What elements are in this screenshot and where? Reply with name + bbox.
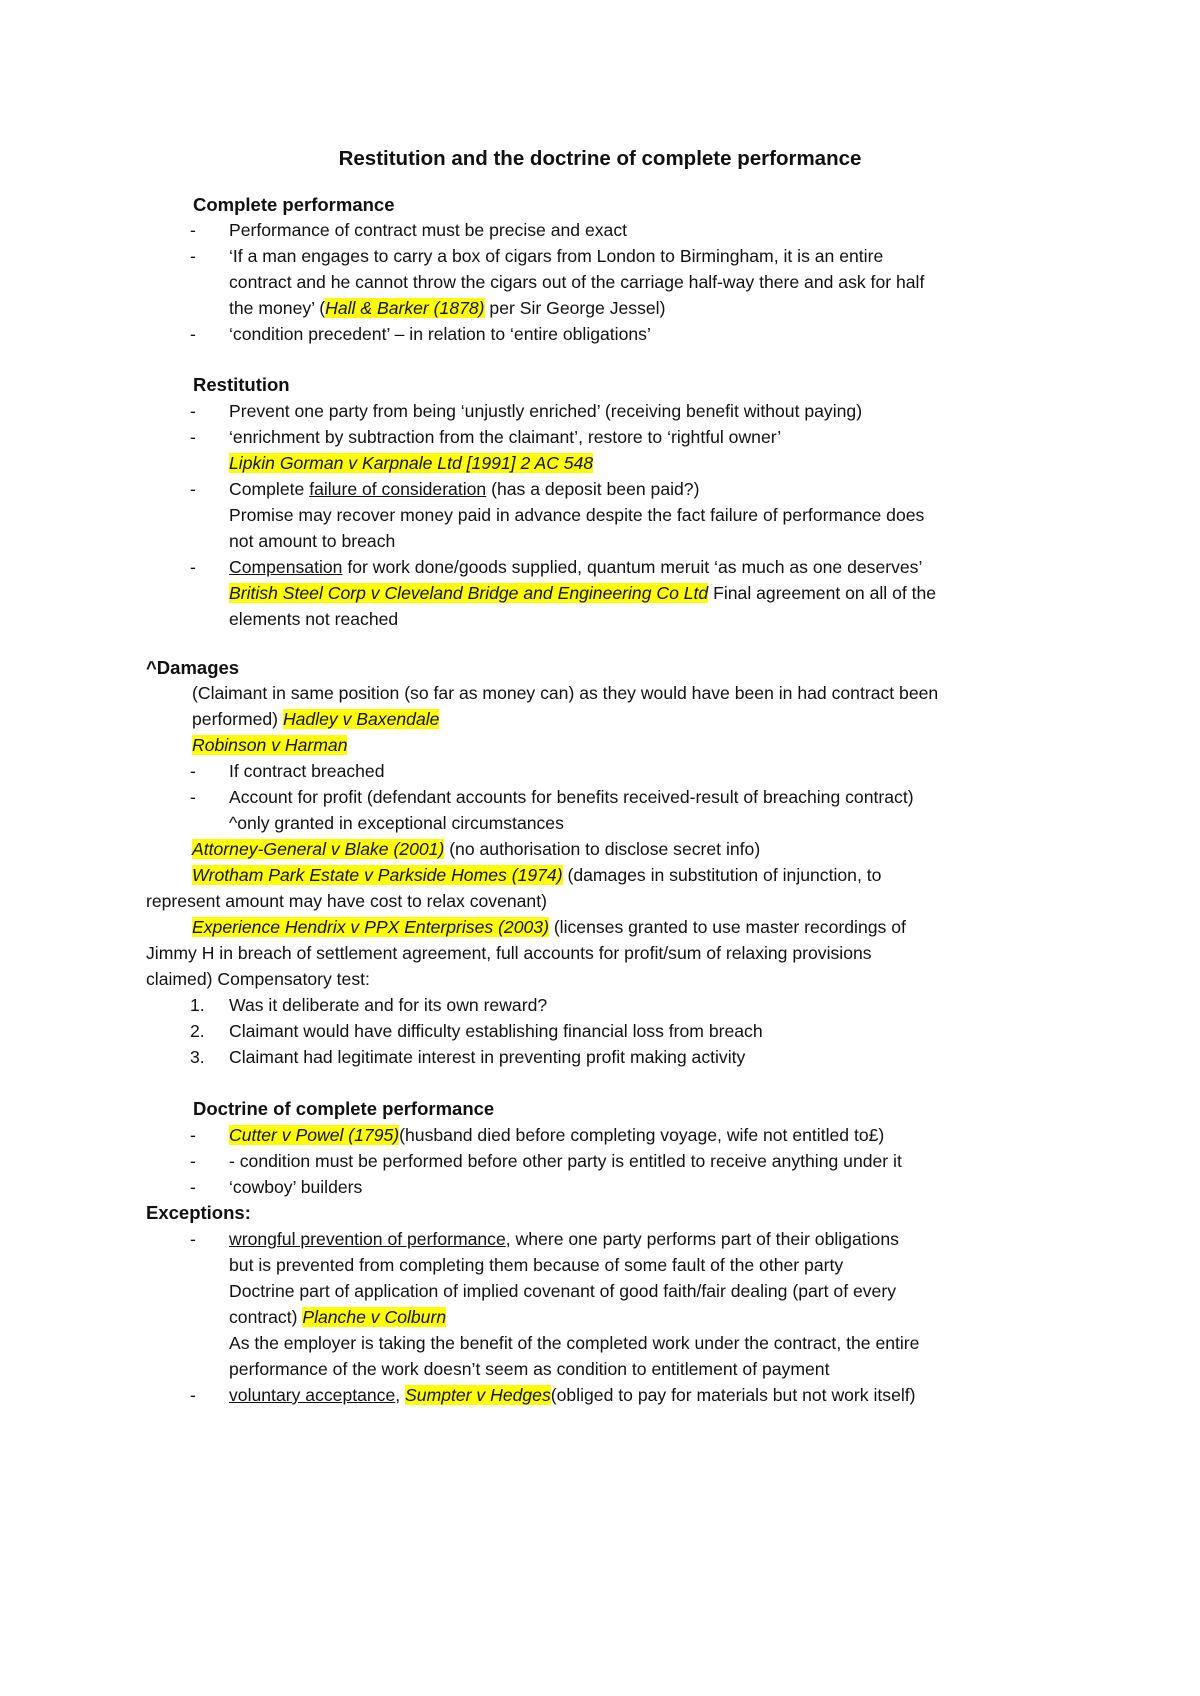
list-item <box>229 1226 899 1252</box>
paragraph-line <box>192 914 906 940</box>
bullet-dash: - <box>190 1177 196 1197</box>
text-run: (obliged to pay for materials but not work itself) <box>550 1385 916 1405</box>
bullet-dash: - <box>190 1229 196 1249</box>
section-heading-complete-performance: Complete performance <box>193 194 395 215</box>
text-run: , <box>395 1385 406 1405</box>
list-item-continuation: not amount to breach <box>229 531 396 551</box>
text-run: performed) <box>192 709 283 729</box>
list-item <box>229 554 922 580</box>
underlined-term: Compensation <box>229 557 343 577</box>
list-item-continuation <box>229 1304 446 1330</box>
text-run: (has a deposit been paid?) <box>486 479 700 499</box>
underlined-term: wrongful prevention of performance <box>229 1229 506 1249</box>
list-item: Performance of contract must be precise and exact <box>229 220 628 240</box>
underlined-term: failure of consideration <box>309 479 487 499</box>
list-item <box>229 1382 916 1408</box>
numbered-item: Claimant would have difficulty establishing financial loss from breach <box>229 1021 763 1041</box>
case-citation: Attorney-General v Blake (2001) <box>192 839 445 859</box>
list-item-continuation: contract and he cannot throw the cigars out of the carriage half-way there and ask for half <box>229 272 925 292</box>
list-item-continuation: Promise may recover money paid in advance despite the fact failure of performance does <box>229 505 925 525</box>
numbered-item: Claimant had legitimate interest in preventing profit making activity <box>229 1047 746 1067</box>
list-item-continuation <box>229 450 593 476</box>
case-citation: Experience Hendrix v PPX Enterprises (2003) <box>192 917 549 937</box>
list-item-continuation: elements not reached <box>229 609 399 629</box>
list-item-continuation: As the employer is taking the benefit of the completed work under the contract, the entire <box>229 1333 920 1353</box>
list-item: ‘enrichment by subtraction from the claimant’, restore to ‘rightful owner’ <box>229 427 782 447</box>
list-item: - condition must be performed before other party is entitled to receive anything under it <box>229 1151 902 1171</box>
list-item: ‘condition precedent’ – in relation to ‘entire obligations’ <box>229 324 651 344</box>
bullet-dash: - <box>190 401 196 421</box>
list-item-continuation: performance of the work doesn’t seem as condition to entitlement of payment <box>229 1359 830 1379</box>
list-number: 1. <box>190 995 205 1015</box>
bullet-dash: - <box>190 220 196 240</box>
bullet-dash: - <box>190 246 196 266</box>
list-item: Account for profit (defendant accounts for benefits received-result of breaching contract) <box>229 787 914 807</box>
section-heading-damages: ^Damages <box>146 657 240 678</box>
text-run: the money’ ( <box>229 298 326 318</box>
case-citation: Cutter v Powel (1795) <box>229 1125 400 1145</box>
bullet-dash: - <box>190 787 196 807</box>
text-run: Final agreement on all of the <box>708 583 937 603</box>
list-item: Prevent one party from being ‘unjustly enriched’ (receiving benefit without paying) <box>229 401 863 421</box>
bullet-dash: - <box>190 761 196 781</box>
list-item-continuation: ^only granted in exceptional circumstances <box>229 813 564 833</box>
text-run: (husband died before completing voyage, wife not entitled to£) <box>399 1125 885 1145</box>
text-run: (damages in substitution of injunction, to <box>562 865 882 885</box>
bullet-dash: - <box>190 324 196 344</box>
case-citation: British Steel Corp v Cleveland Bridge and Engineering Co Ltd <box>229 583 709 603</box>
list-item <box>229 1122 884 1148</box>
paragraph-line: (Claimant in same position (so far as money can) as they would have been in had contract been <box>192 683 939 703</box>
text-run: (no authorisation to disclose secret info) <box>444 839 761 859</box>
list-item-continuation: but is prevented from completing them because of some fault of the other party <box>229 1255 844 1275</box>
list-item-continuation: Doctrine part of application of implied covenant of good faith/fair dealing (part of every <box>229 1281 896 1301</box>
bullet-dash: - <box>190 557 196 577</box>
paragraph-line <box>192 836 760 862</box>
bullet-dash: - <box>190 1125 196 1145</box>
text-run: Complete <box>229 479 310 499</box>
bullet-dash: - <box>190 1385 196 1405</box>
list-number: 3. <box>190 1047 205 1067</box>
section-heading-restitution: Restitution <box>193 374 290 395</box>
case-citation: Lipkin Gorman v Karpnale Ltd [1991] 2 AC 548 <box>229 453 594 473</box>
list-number: 2. <box>190 1021 205 1041</box>
list-item <box>229 476 699 502</box>
list-item-continuation <box>229 295 665 321</box>
text-run: , where one party performs part of their obligations <box>505 1229 899 1249</box>
page-title: Restitution and the doctrine of complete performance <box>338 147 862 170</box>
case-citation: Planche v Colburn <box>302 1307 447 1327</box>
numbered-item: Was it deliberate and for its own reward? <box>229 995 548 1015</box>
section-heading-doctrine: Doctrine of complete performance <box>193 1098 495 1119</box>
text-run: contract) <box>229 1307 303 1327</box>
list-item: If contract breached <box>229 761 385 781</box>
paragraph-line: claimed) Compensatory test: <box>146 969 370 989</box>
list-item-continuation <box>229 580 936 606</box>
bullet-dash: - <box>190 427 196 447</box>
case-citation: Hadley v Baxendale <box>282 709 440 729</box>
bullet-dash: - <box>190 479 196 499</box>
paragraph-line: represent amount may have cost to relax covenant) <box>146 891 547 911</box>
case-citation: Wrotham Park Estate v Parkside Homes (1974) <box>192 865 563 885</box>
paragraph-line: Jimmy H in breach of settlement agreement, full accounts for profit/sum of relaxing provisions <box>146 943 872 963</box>
text-run: (licenses granted to use master recordings of <box>548 917 906 937</box>
text-run: for work done/goods supplied, quantum meruit ‘as much as one deserves’ <box>342 557 923 577</box>
text-run: per Sir George Jessel) <box>484 298 666 318</box>
list-item: ‘cowboy’ builders <box>229 1177 363 1197</box>
underlined-term: voluntary acceptance <box>229 1385 396 1405</box>
bullet-dash: - <box>190 1151 196 1171</box>
section-heading-exceptions: Exceptions: <box>146 1202 251 1223</box>
list-item: ‘If a man engages to carry a box of cigars from London to Birmingham, it is an entire <box>229 246 884 266</box>
paragraph-line <box>192 862 881 888</box>
paragraph-line <box>192 732 347 758</box>
paragraph-line <box>192 706 439 732</box>
case-citation: Robinson v Harman <box>192 735 348 755</box>
case-citation: Hall & Barker (1878) <box>325 298 485 318</box>
case-citation: Sumpter v Hedges <box>405 1385 551 1405</box>
